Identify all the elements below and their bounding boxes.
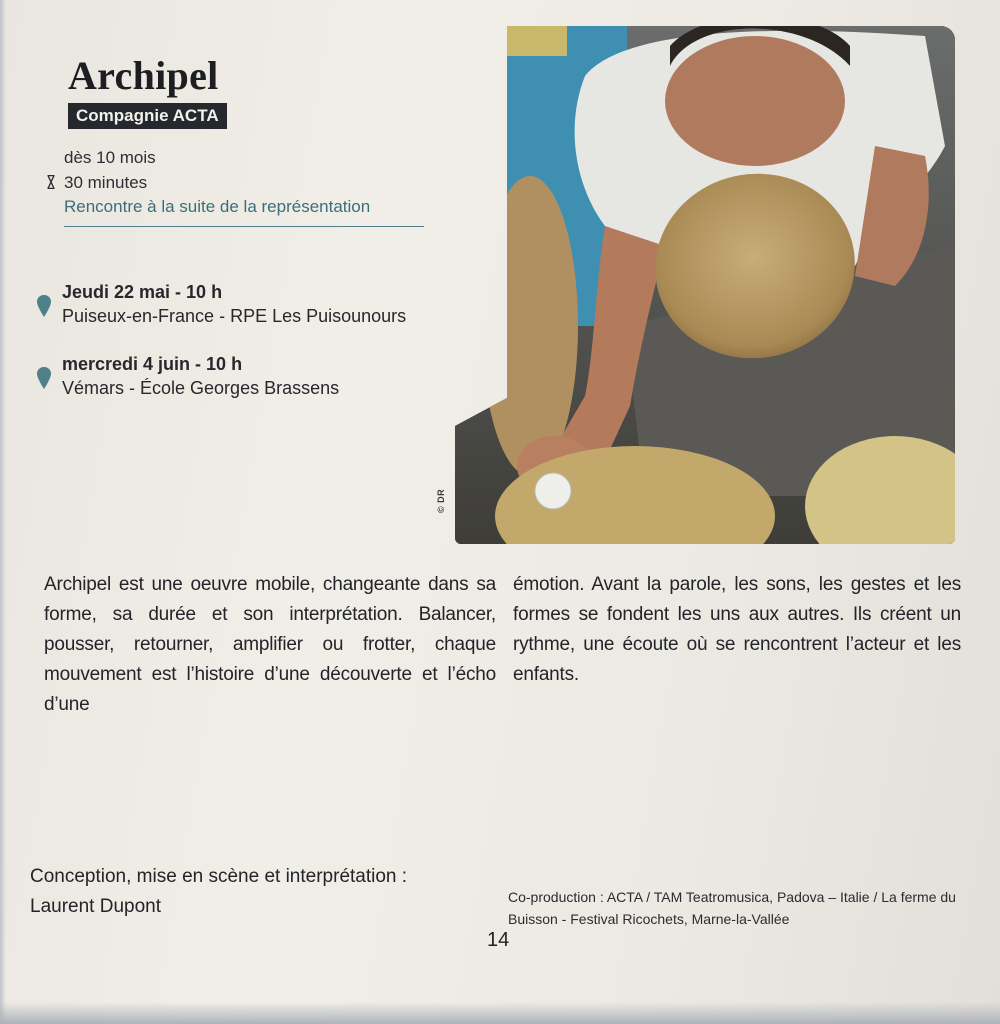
age-info: dès 10 mois — [64, 148, 156, 167]
coproduction-credit: Co-production : ACTA / TAM Teatromusica, Padova – Italie / La ferme du Buisson - Festival Ricochets, Marne-la-Vallée — [508, 889, 956, 927]
conception-label: Conception, mise en scène et interprétation : — [30, 866, 408, 887]
show-title: Archipel — [68, 53, 219, 98]
hourglass-icon — [47, 175, 55, 189]
map-pin-icon — [36, 294, 52, 318]
performance-photo — [455, 26, 955, 544]
event-date: mercredi 4 juin - 10 h — [62, 354, 243, 374]
event-1 — [62, 280, 406, 328]
page-bottom-shadow — [0, 1002, 1000, 1024]
duration-text: 30 minutes — [64, 173, 148, 192]
conception-credit — [30, 862, 407, 922]
event-date: Jeudi 22 mai - 10 h — [62, 282, 223, 302]
page-edge — [0, 0, 6, 1024]
map-pin-icon — [36, 366, 52, 390]
event-place: Puiseux-en-France - RPE Les Puisounours — [62, 306, 407, 326]
duration-info — [64, 173, 147, 193]
description-column-1: Archipel est une oeuvre mobile, changeante dans sa forme, sa durée et son interprétation. Balancer, pousser, retourner, amplifier ou frotter, chaque mouvement est l’histoire d’une découverte et l’écho d’une — [44, 574, 496, 715]
company-badge: Compagnie ACTA — [68, 103, 227, 129]
meeting-info: Rencontre à la suite de la représentation — [64, 197, 371, 216]
divider — [64, 226, 424, 227]
photo-credit: © DR — [436, 488, 446, 513]
page-number: 14 — [487, 929, 510, 951]
description-column-2: émotion. Avant la parole, les sons, les gestes et les formes se fondent les uns aux autres. Ils créent un rythme, une écoute où se rencontrent l’acteur et les enfants. — [513, 574, 961, 685]
conception-name: Laurent Dupont — [30, 896, 161, 917]
event-place: Vémars - École Georges Brassens — [62, 378, 340, 398]
event-2 — [62, 352, 339, 400]
